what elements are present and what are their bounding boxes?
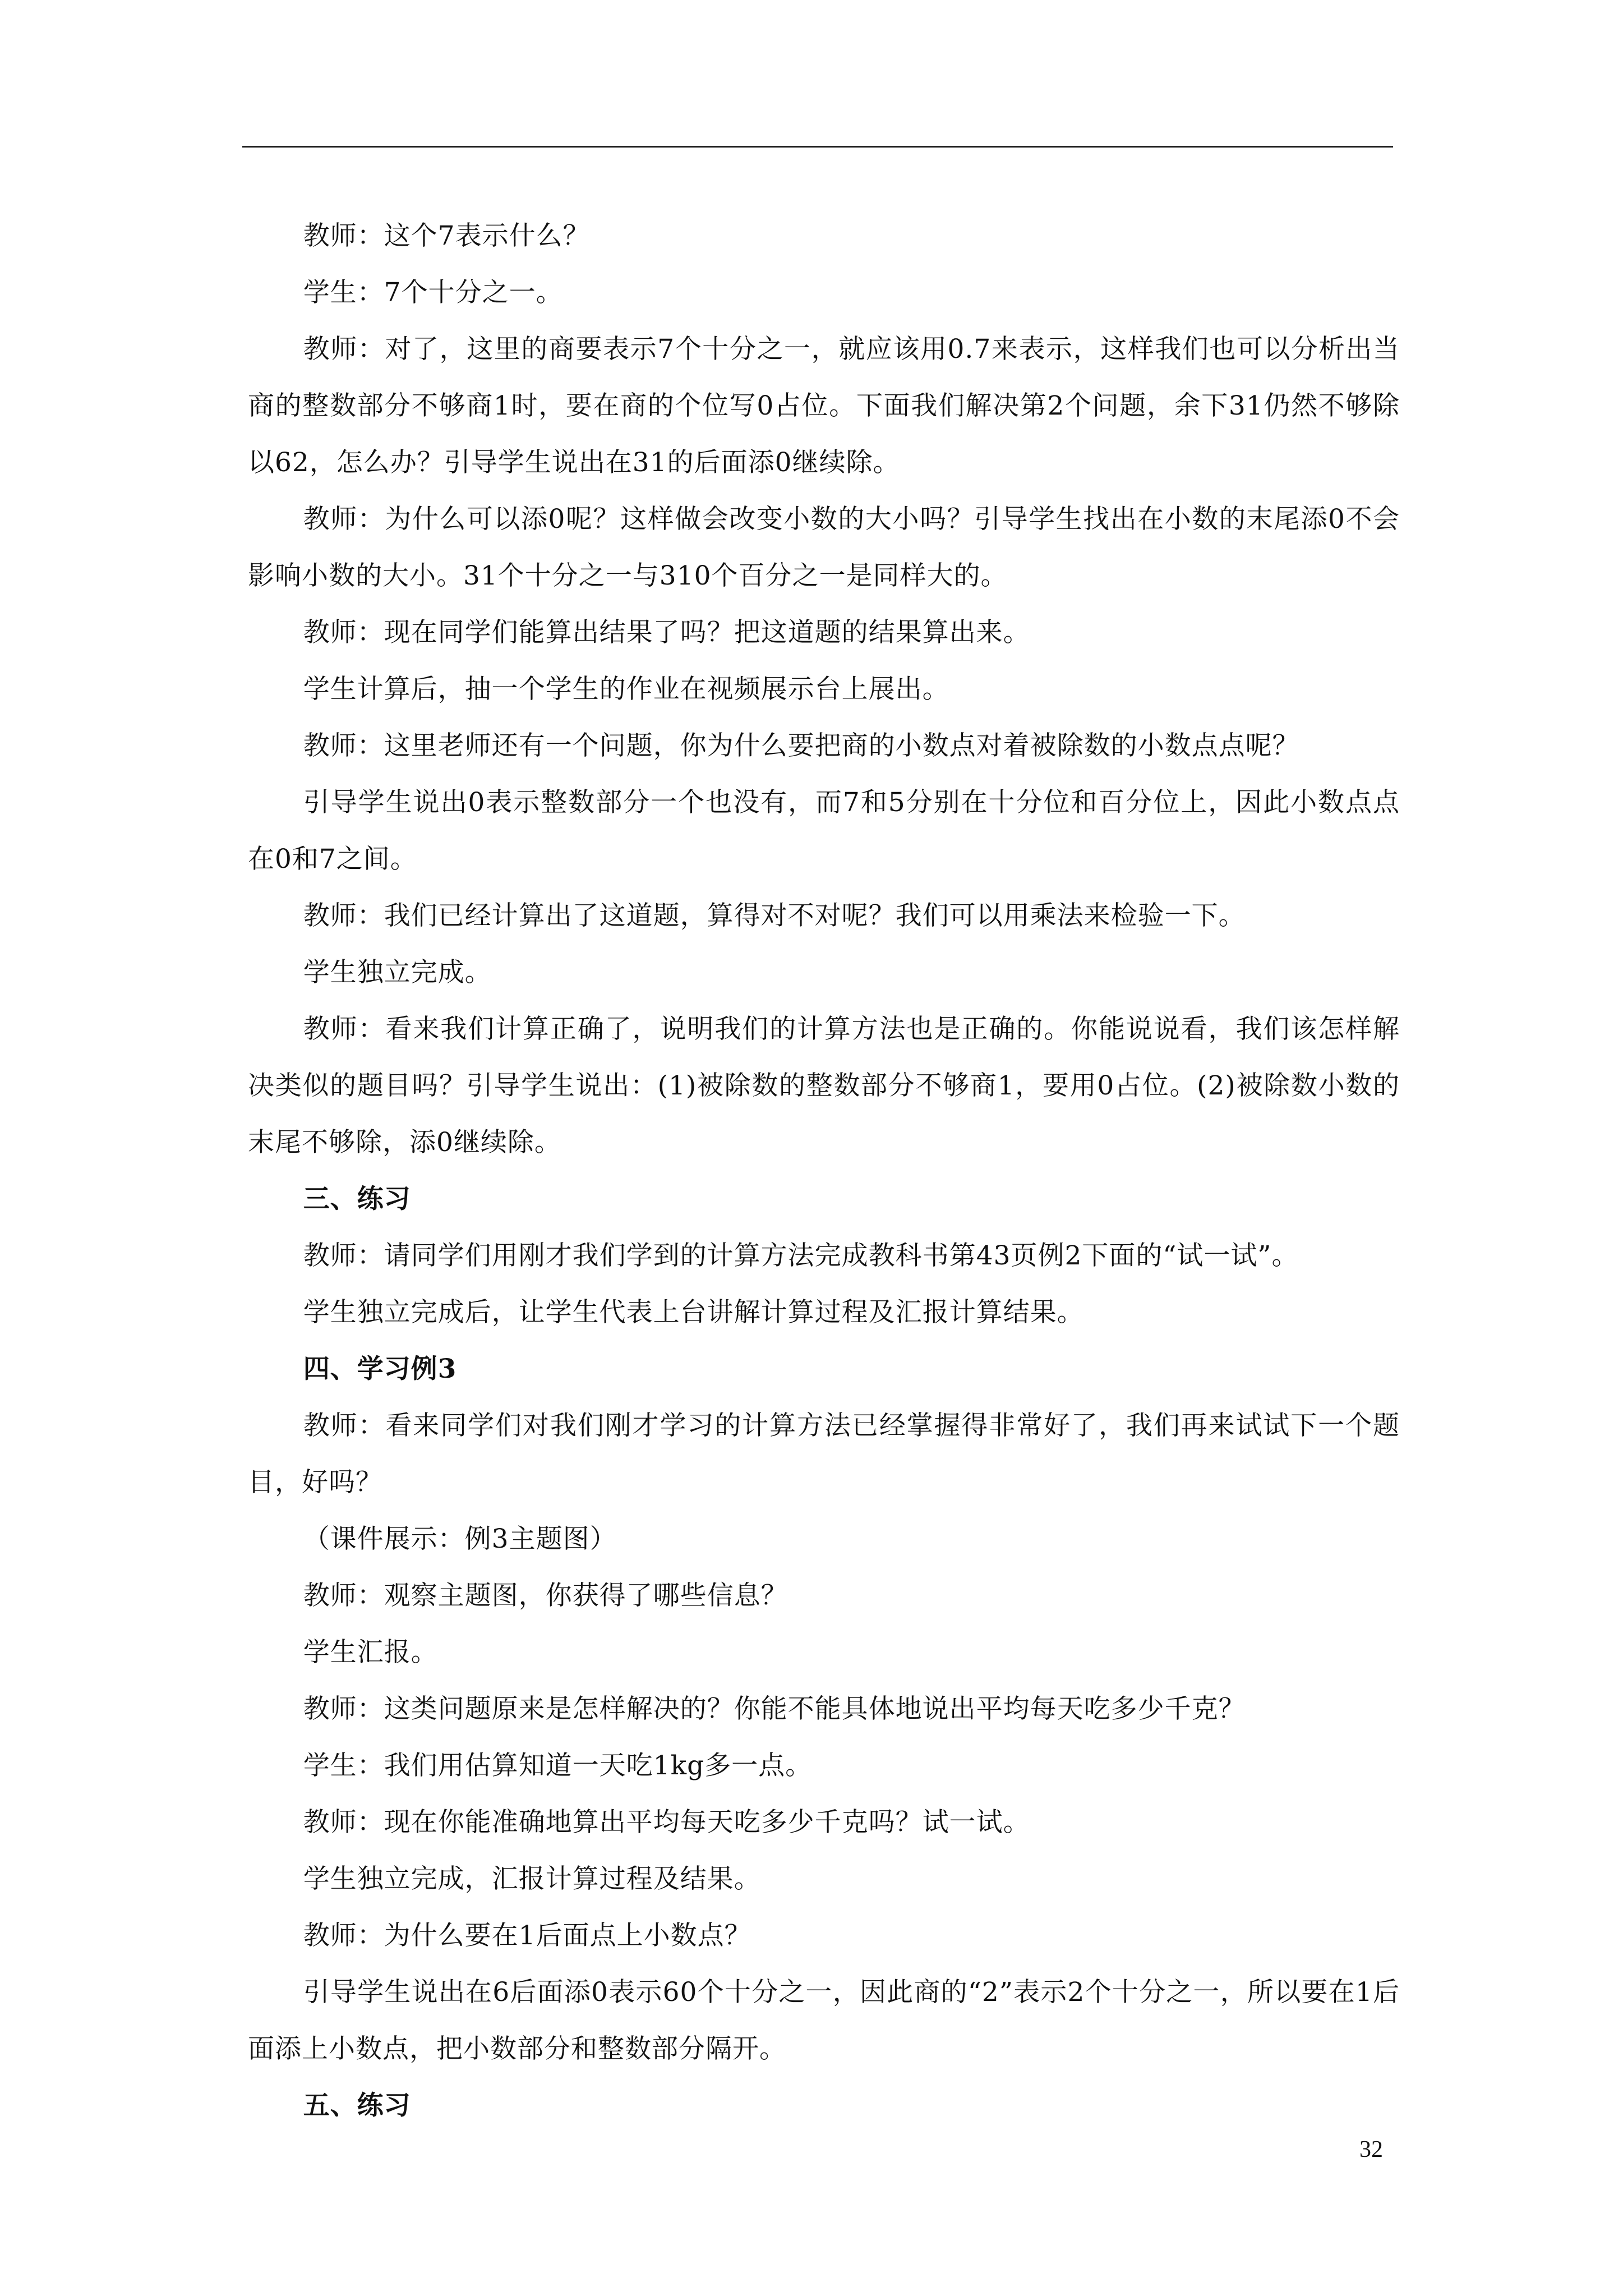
paragraph-18: 教师：观察主题图，你获得了哪些信息？ xyxy=(303,1580,788,1611)
paragraph-6: 学生计算后，抽一个学生的作业在视频展示台上展出。 xyxy=(303,674,949,705)
paragraph-11: 教师：看来我们计算正确了，说明我们的计算方法也是正确的。你能说说看，我们该怎样解决类似的题目吗？引导学生说出：(1)被除数的整数部分不够商1，要用0占位。(2)被除数小数的末尾不够除，添0继续除。 xyxy=(248,1014,1400,1158)
paragraph-22: 教师：现在你能准确地算出平均每天吃多少千克吗？试一试。 xyxy=(303,1807,1030,1838)
paragraph-8: 引导学生说出0表示整数部分一个也没有，而7和5分别在十分位和百分位上，因此小数点点在0和7之间。 xyxy=(248,787,1400,875)
paragraph-10: 学生独立完成。 xyxy=(303,957,492,988)
paragraph-20: 教师：这类问题原来是怎样解决的？你能不能具体地说出平均每天吃多少千克？ xyxy=(303,1694,1246,1724)
paragraph-21: 学生：我们用估算知道一天吃1kg多一点。 xyxy=(303,1750,813,1781)
paragraph-3: 教师：对了，这里的商要表示7个十分之一，就应该用0.7来表示，这样我们也可以分析出当商的整数部分不够商1时，要在商的个位写0占位。下面我们解决第2个问题，余下31仍然不够除以62，怎么办？引导学生说出在31的后面添0继续除。 xyxy=(248,334,1400,478)
header-rule xyxy=(242,146,1393,148)
paragraph-17: （课件展示：例3主题图） xyxy=(303,1524,617,1554)
paragraph-7: 教师：这里老师还有一个问题，你为什么要把商的小数点对着被除数的小数点点呢？ xyxy=(303,730,1299,761)
paragraph-5: 教师：现在同学们能算出结果了吗？把这道题的结果算出来。 xyxy=(303,617,1030,648)
section-heading-example-3: 四、学习例3 xyxy=(303,1354,457,1384)
paragraph-16: 教师：看来同学们对我们刚才学习的计算方法已经掌握得非常好了，我们再来试试下一个题目，好吗？ xyxy=(248,1410,1400,1498)
paragraph-19: 学生汇报。 xyxy=(303,1637,438,1668)
document-body xyxy=(248,208,1400,2134)
paragraph-14: 学生独立完成后，让学生代表上台讲解计算过程及汇报计算结果。 xyxy=(303,1297,1084,1328)
paragraph-1: 教师：这个7表示什么？ xyxy=(303,220,590,251)
paragraph-13: 教师：请同学们用刚才我们学到的计算方法完成教科书第43页例2下面的“试一试”。 xyxy=(303,1240,1299,1271)
paragraph-24: 教师：为什么要在1后面点上小数点？ xyxy=(303,1920,751,1951)
paragraph-9: 教师：我们已经计算出了这道题，算得对不对呢？我们可以用乘法来检验一下。 xyxy=(303,900,1246,931)
paragraph-4: 教师：为什么可以添0呢？这样做会改变小数的大小吗？引导学生找出在小数的末尾添0不会影响小数的大小。31个十分之一与310个百分之一是同样大的。 xyxy=(248,504,1400,591)
paragraph-25: 引导学生说出在6后面添0表示60个十分之一，因此商的“2”表示2个十分之一，所以要在1后面添上小数点，把小数部分和整数部分隔开。 xyxy=(248,1977,1400,2064)
section-heading-practice-2: 五、练习 xyxy=(303,2090,411,2121)
section-heading-practice: 三、练习 xyxy=(303,1184,411,1214)
paragraph-23: 学生独立完成，汇报计算过程及结果。 xyxy=(303,1864,761,1894)
page-number: 32 xyxy=(1359,2137,1383,2162)
paragraph-2: 学生：7个十分之一。 xyxy=(303,277,563,308)
